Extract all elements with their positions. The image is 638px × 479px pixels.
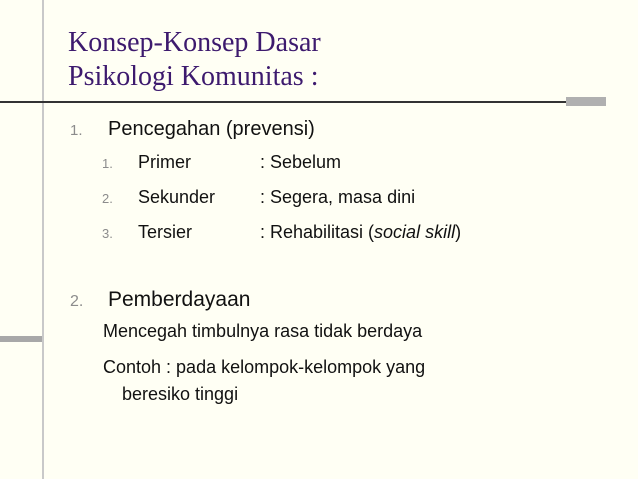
item-2-line-3: beresiko tinggi bbox=[122, 384, 239, 404]
list-item-1-label: Pencegahan (prevensi) bbox=[108, 118, 315, 140]
sub-item-tersier bbox=[102, 222, 461, 243]
item-2-line-2: Contoh : pada kelompok-kelompok yang bbox=[103, 357, 426, 377]
sub-item-sekunder bbox=[102, 187, 415, 208]
slide-title bbox=[68, 26, 321, 94]
sub-item-desc-prefix: : Rehabilitasi ( bbox=[260, 222, 375, 242]
sub-item-desc: : Sebelum bbox=[260, 152, 342, 172]
title-line-1: Konsep-Konsep Dasar bbox=[68, 27, 321, 58]
list-item-2-number: 2. bbox=[70, 293, 84, 310]
sub-item-number: 1. bbox=[102, 156, 113, 171]
sub-item-primer bbox=[102, 152, 341, 173]
left-accent-bar bbox=[0, 336, 42, 342]
sub-item-term: Primer bbox=[138, 152, 191, 172]
sub-item-number: 2. bbox=[102, 191, 113, 206]
sub-item-term: Tersier bbox=[138, 222, 193, 242]
sub-item-number: 3. bbox=[102, 226, 113, 241]
list-item-1 bbox=[70, 118, 315, 141]
list-item-1-number: 1. bbox=[70, 122, 83, 139]
sub-item-desc-suffix: ) bbox=[455, 222, 462, 242]
list-item-2-label: Pemberdayaan bbox=[108, 288, 251, 311]
list-item-2 bbox=[70, 288, 250, 312]
sub-item-desc-italic: social skill bbox=[374, 222, 456, 242]
sub-item-desc: : Segera, masa dini bbox=[260, 187, 416, 207]
item-2-line-1: Mencegah timbulnya rasa tidak berdaya bbox=[103, 321, 423, 341]
title-line-2: Psikologi Komunitas : bbox=[68, 61, 319, 92]
title-underline bbox=[0, 101, 566, 103]
vertical-divider bbox=[42, 0, 44, 479]
sub-item-term: Sekunder bbox=[138, 187, 216, 207]
title-underline-accent bbox=[566, 97, 606, 106]
